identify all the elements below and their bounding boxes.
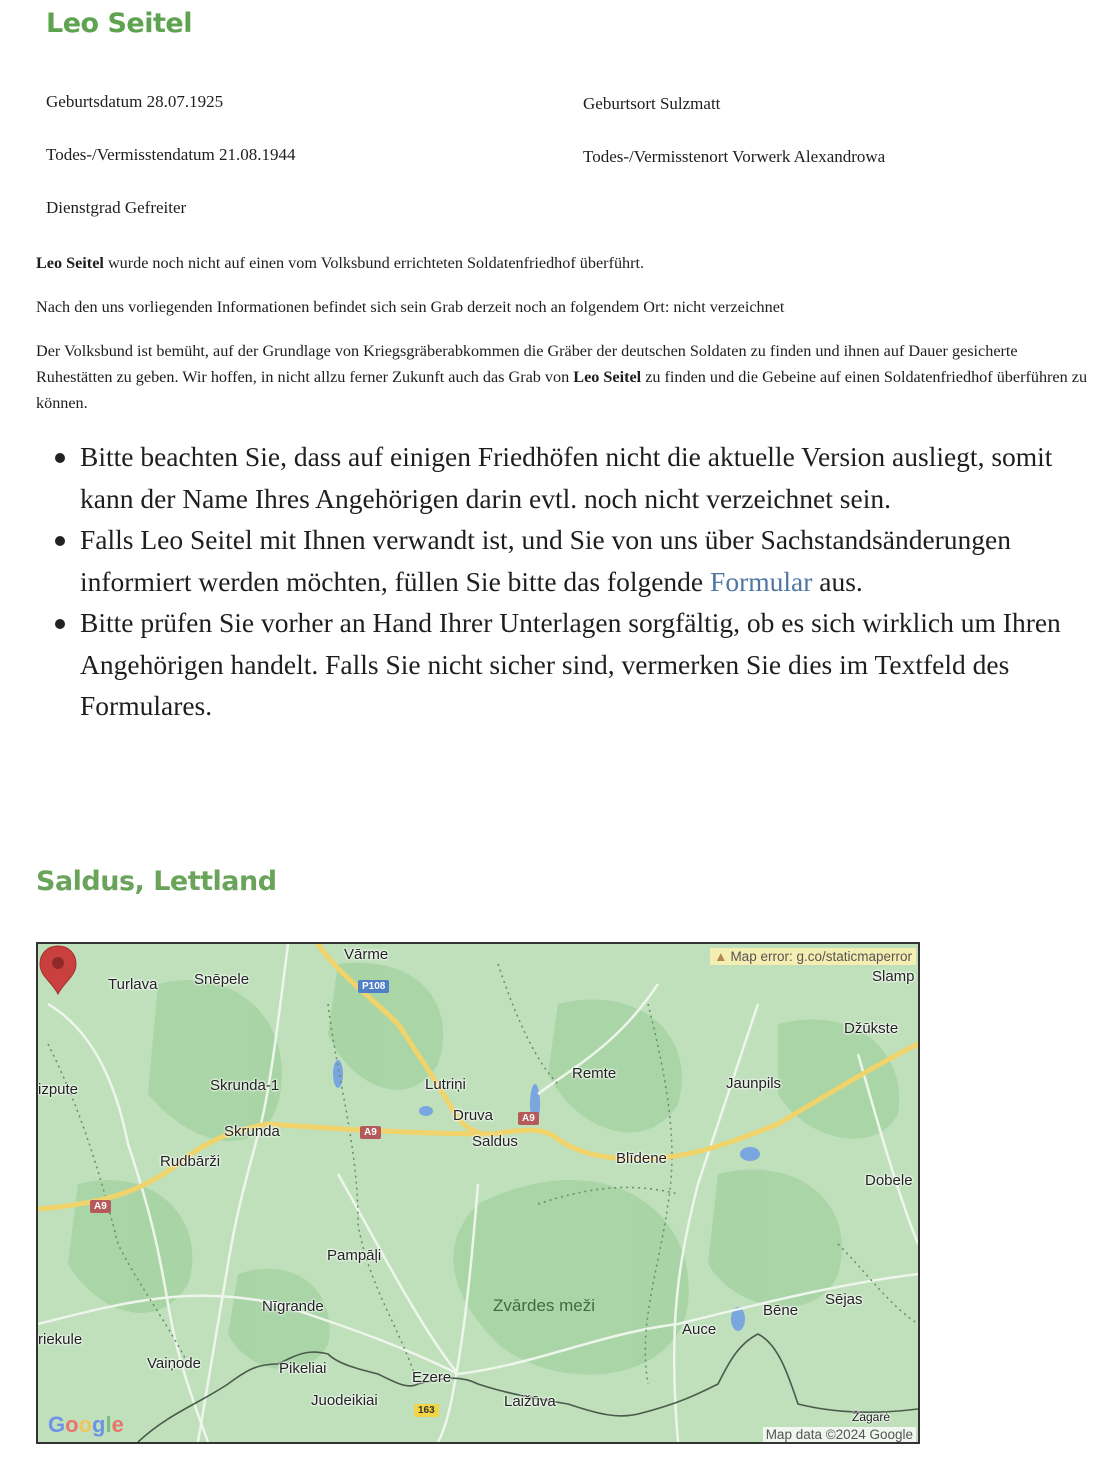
map-place-label: Skrunda: [224, 1123, 280, 1140]
map-place-label: Juodeikiai: [311, 1392, 378, 1409]
map-pin-icon[interactable]: [38, 944, 78, 996]
map-place-label: Lutriņi: [425, 1076, 466, 1093]
map-place-label: Saldus: [472, 1133, 518, 1150]
road-shield: A9: [90, 1200, 111, 1213]
map-place-label: riekule: [38, 1331, 83, 1348]
map-error-banner[interactable]: [710, 948, 916, 965]
warning-icon: ▲: [714, 949, 728, 964]
map-place-label: Rudbārži: [160, 1153, 221, 1170]
google-logo: Google: [48, 1412, 124, 1437]
list-item: [48, 519, 1098, 602]
list-item: Bitte prüfen Sie vorher an Hand Ihrer Unterlagen sorgfältig, ob es sich wirklich um Ihren Angehörigen handelt. Falls Sie nicht sicher sind, vermerken Sie dies im Textfeld des Formulares.: [48, 602, 1098, 727]
map-place-label: Ezere: [412, 1369, 452, 1386]
person-name-bold: Leo Seitel: [573, 368, 642, 386]
notice-list: [48, 436, 1098, 727]
death-place: Todes-/Vermisstenort Vorwerk Alexandrowa: [583, 147, 886, 166]
map-place-label: Auce: [682, 1321, 717, 1338]
b2-text-b: aus.: [812, 565, 863, 597]
road-shield: 163: [414, 1404, 439, 1417]
rank: Dienstgrad Gefreiter: [46, 198, 187, 217]
road-shield: A9: [518, 1112, 539, 1125]
map-place-label: Žagarė: [852, 1410, 891, 1424]
map-place-label: Bēne: [763, 1302, 799, 1319]
person-name-heading: Leo Seitel: [46, 8, 192, 39]
formular-link[interactable]: Formular: [710, 565, 813, 597]
p3-text-b: zu finden und die Gebeine auf einen Soldatenfriedhof überführen zu können.: [36, 368, 1088, 412]
map[interactable]: [36, 942, 920, 1444]
birth-date: Geburtsdatum 28.07.1925: [46, 92, 224, 111]
map-place-label: Snēpele: [194, 971, 250, 988]
map-place-label: Nīgrande: [262, 1298, 324, 1315]
paragraph-grave-location: Nach den uns vorliegenden Informationen befindet sich sein Grab derzeit noch an folgendem Ort: nicht verzeichnet: [36, 298, 785, 316]
map-place-label: Dobele: [865, 1172, 913, 1189]
b2-text-a: Falls Leo Seitel mit Ihnen verwandt ist, und Sie von uns über Sachstandsänderungen informiert werden möchten, füllen Sie bitte das folgende: [80, 524, 1012, 597]
road-shield: A9: [360, 1126, 381, 1139]
p3-text-a: Der Volksbund ist bemüht, auf der Grundlage von Kriegsgräberabkommen die Gräber der deutschen Soldaten zu finden und ihnen auf Dauer gesicherte Ruhestätten zu geben. Wir hoffen, in nicht allzu ferner Zukunft auch das Grab von: [36, 342, 1018, 386]
road-shield: P108: [358, 980, 389, 993]
map-attribution[interactable]: Map data ©2024 Google: [763, 1427, 916, 1442]
death-date: Todes-/Vermisstendatum 21.08.1944: [46, 145, 296, 164]
map-place-label: Džūkste: [844, 1020, 899, 1037]
map-place-label: Blīdene: [616, 1150, 667, 1167]
map-place-label: Remte: [572, 1065, 617, 1082]
person-name-bold: Leo Seitel: [36, 254, 104, 272]
map-place-label: Pikeliai: [279, 1360, 327, 1377]
p1-text: wurde noch nicht auf einen vom Volksbund errichteten Soldatenfriedhof überführt.: [103, 254, 645, 272]
map-place-label: Jaunpils: [726, 1075, 782, 1092]
birth-place: Geburtsort Sulzmatt: [583, 94, 721, 113]
list-item: Bitte beachten Sie, dass auf einigen Friedhöfen nicht die aktuelle Version ausliegt, somit kann der Name Ihres Angehörigen darin evtl. noch nicht verzeichnet sein.: [48, 436, 1098, 519]
map-error-text: Map error: g.co/staticmaperror: [730, 949, 912, 964]
map-place-label: Sējas: [825, 1291, 863, 1308]
map-place-label: Vaiņode: [147, 1355, 201, 1372]
location-heading: Saldus, Lettland: [36, 866, 277, 897]
map-place-label: Slamp: [872, 968, 915, 985]
map-place-label: Turlava: [108, 976, 158, 993]
paragraph-not-transferred: [36, 250, 644, 276]
map-forest-label: Zvārdes meži: [493, 1296, 596, 1315]
paragraph-volksbund: [36, 338, 1096, 416]
map-place-label: Laižūva: [504, 1393, 556, 1410]
map-place-label: Pampāļi: [327, 1247, 382, 1264]
map-place-label: Skrunda-1: [210, 1077, 280, 1094]
map-place-label: Vārme: [344, 946, 389, 963]
map-place-label: izpute: [38, 1081, 79, 1098]
map-place-label: Druva: [453, 1107, 494, 1124]
